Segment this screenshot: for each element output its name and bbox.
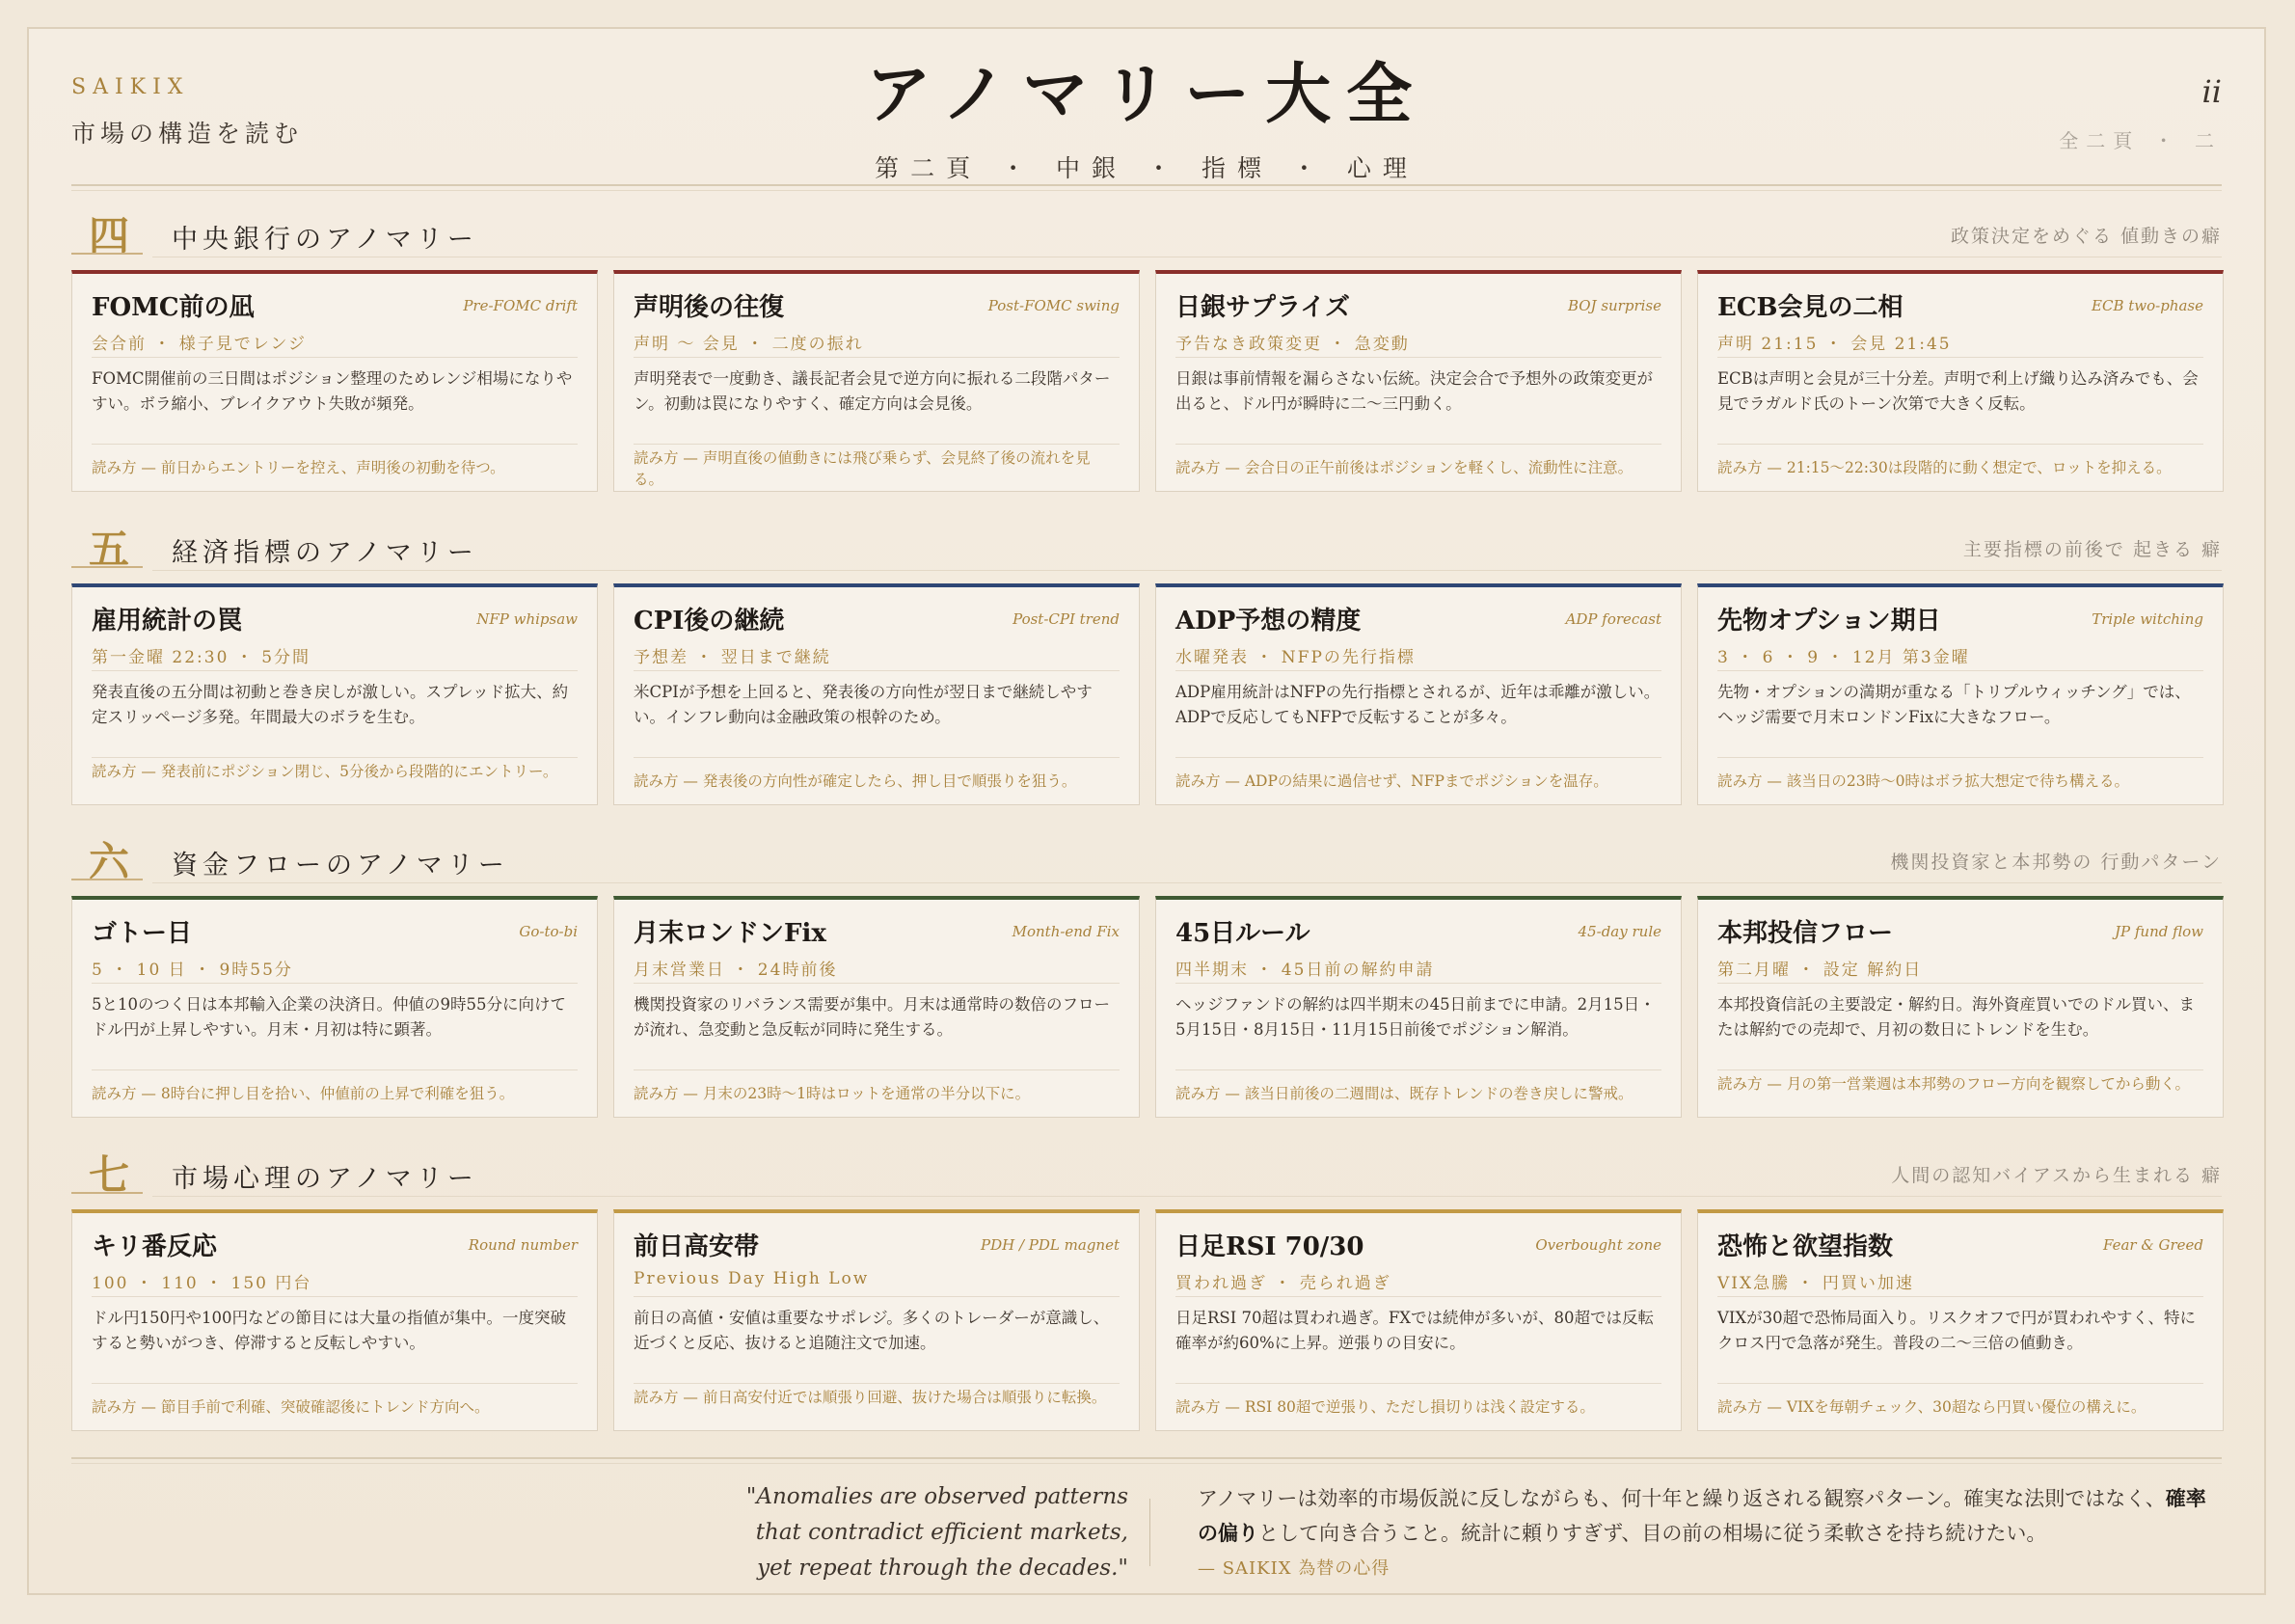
tagline: 市場の構造を読む xyxy=(71,120,304,148)
card-english-label: Go-to-bi xyxy=(519,923,578,940)
card-title: ECB会見の二相 xyxy=(1717,293,1904,322)
section-title: 経済指標のアノマリー xyxy=(172,538,478,568)
card-divider xyxy=(1175,1383,1661,1384)
card-english-label: Post-CPI trend xyxy=(1012,610,1120,628)
card-reading: 読み方 — 発表前にポジション閉じ、5分後から段階的にエントリー。 xyxy=(92,763,558,780)
card-reading: 読み方 — 発表後の方向性が確定したら、押し目で順張りを狙う。 xyxy=(634,772,1077,790)
section-number-underline xyxy=(71,1192,143,1194)
page-of: 全二頁 ・ 二 xyxy=(2059,129,2222,152)
card-subtitle: 会合前 ・ 様子見でレンジ xyxy=(92,335,307,354)
card-divider xyxy=(634,1069,1120,1070)
card-body: 本邦投資信託の主要設定・解約日。海外資産買いでのドル買い、または解約での売却で、月初の数日にトレンドを生む。 xyxy=(1717,995,2195,1039)
card-divider xyxy=(1175,1069,1661,1070)
card-divider xyxy=(92,757,578,758)
quote-line: "Anomalies are observed patterns xyxy=(745,1484,1128,1509)
card-english-label: Post-FOMC swing xyxy=(987,297,1120,314)
footer-conclusion xyxy=(1198,1481,2220,1551)
card-body: 発表直後の五分間は初動と巻き戻しが激しい。スプレッド拡大、約定スリッページ多発。年間最大のボラを生む。 xyxy=(92,683,569,726)
card-adp-forecast xyxy=(1155,583,1682,805)
section-note: 政策決定をめぐる 値動きの癖 xyxy=(1950,226,2222,247)
card-body: 機関投資家のリバランス需要が集中。月末は通常時の数倍のフローが流れ、急変動と急反転が同時に発生する。 xyxy=(634,995,1111,1039)
card-gotobi xyxy=(71,896,598,1118)
card-month-end-fix xyxy=(613,896,1140,1118)
card-english-label: ADP forecast xyxy=(1565,610,1661,628)
card-english-label: BOJ surprise xyxy=(1567,297,1661,314)
card-reading: 読み方 — 前日高安付近では順張り回避、抜けた場合は順張りに転換。 xyxy=(634,1389,1107,1406)
card-subtitle: 予想差 ・ 翌日まで継続 xyxy=(634,648,831,667)
section-number: 七 xyxy=(89,1151,130,1199)
card-divider xyxy=(1175,444,1661,445)
section-note: 人間の認知バイアスから生まれる 癖 xyxy=(1891,1165,2222,1186)
section-header xyxy=(71,206,2222,257)
card-title: 恐怖と欲望指数 xyxy=(1717,1232,1894,1261)
section-title: 中央銀行のアノマリー xyxy=(172,225,478,255)
card-subtitle: 第二月曜 ・ 設定 解約日 xyxy=(1717,961,1923,980)
conclusion-text: アノマリーは効率的市場仮説に反しながらも、何十年と繰り返される観察パターン。確実な法則ではなく、 xyxy=(1198,1487,2166,1510)
card-english-label: Overbought zone xyxy=(1535,1236,1661,1254)
section-number-underline xyxy=(71,879,143,880)
section-market-psychology xyxy=(71,1146,2222,1416)
card-body: ヘッジファンドの解約は四半期末の45日前までに申請。2月15日・5月15日・8月15日・11月15日前後でポジション解消。 xyxy=(1175,995,1656,1039)
card-english-label: ECB two-phase xyxy=(2092,297,2203,314)
footer-signature: — SAIKIX 為替の心得 xyxy=(1198,1558,1390,1579)
card-divider xyxy=(634,1383,1120,1384)
card-reading: 読み方 — ADPの結果に過信せず、NFPまでポジションを温存。 xyxy=(1175,772,1608,790)
section-header xyxy=(71,1146,2222,1199)
card-subtitle: 水曜発表 ・ NFPの先行指標 xyxy=(1175,648,1416,667)
section-capital-flow xyxy=(71,832,2222,1102)
card-subtitle: 3 ・ 6 ・ 9 ・ 12月 第3金曜 xyxy=(1717,648,1970,667)
card-divider xyxy=(634,444,1120,445)
card-english-label: Round number xyxy=(468,1236,578,1254)
card-title: 45日ルール xyxy=(1175,919,1310,948)
card-fomc-calm xyxy=(71,270,598,492)
card-body: 5と10のつく日は本邦輸入企業の決済日。仲値の9時55分に向けてドル円が上昇しやすい。月末・月初は特に顕著。 xyxy=(92,995,566,1039)
card-subtitle: 月末営業日 ・ 24時前後 xyxy=(634,961,838,980)
section-number-underline xyxy=(71,566,143,568)
card-post-statement xyxy=(613,270,1140,492)
card-divider xyxy=(92,357,578,358)
card-divider xyxy=(1175,757,1661,758)
card-title: FOMC前の凪 xyxy=(92,293,255,322)
card-english-label: Fear & Greed xyxy=(2103,1236,2203,1254)
section-title: 市場心理のアノマリー xyxy=(172,1164,478,1194)
card-grid xyxy=(71,1209,2222,1433)
card-nfp-trap xyxy=(71,583,598,805)
section-header xyxy=(71,520,2222,573)
card-title: ADP予想の精度 xyxy=(1175,607,1362,636)
card-divider xyxy=(634,670,1120,671)
card-title: 月末ロンドンFix xyxy=(634,919,826,948)
card-title: 日足RSI 70/30 xyxy=(1175,1232,1364,1261)
card-divider xyxy=(92,670,578,671)
section-number-underline xyxy=(71,253,143,255)
card-jp-fund-flow xyxy=(1697,896,2224,1118)
card-reading: 読み方 — 8時台に押し目を拾い、仲値前の上昇で利確を狙う。 xyxy=(92,1085,515,1102)
card-divider xyxy=(1717,670,2203,671)
card-divider xyxy=(1175,357,1661,358)
card-reading: 読み方 — RSI 80超で逆張り、ただし損切りは浅く設定する。 xyxy=(1175,1398,1595,1416)
section-note: 機関投資家と本邦勢の 行動パターン xyxy=(1890,852,2222,873)
card-body: 先物・オプションの満期が重なる「トリプルウィッチング」では、ヘッジ需要で月末ロンドンFixに大きなフロー。 xyxy=(1717,683,2191,726)
card-divider xyxy=(634,1296,1120,1297)
card-divider xyxy=(92,983,578,984)
card-boj-surprise xyxy=(1155,270,1682,492)
card-divider xyxy=(92,1296,578,1297)
card-english-label: 45-day rule xyxy=(1578,923,1661,940)
quote-line: yet repeat through the decades." xyxy=(757,1556,1128,1581)
card-divider xyxy=(1175,983,1661,984)
card-english-label: Pre-FOMC drift xyxy=(463,297,578,314)
card-subtitle: 四半期末 ・ 45日前の解約申請 xyxy=(1175,961,1435,980)
card-reading: 読み方 — 月末の23時〜1時はロットを通常の半分以下に。 xyxy=(634,1085,1031,1102)
card-divider xyxy=(1175,1296,1661,1297)
card-divider xyxy=(92,1069,578,1070)
footer-rule xyxy=(71,1457,2222,1459)
card-grid xyxy=(71,896,2222,1120)
card-subtitle: 5 ・ 10 日 ・ 9時55分 xyxy=(92,961,293,980)
card-daily-rsi xyxy=(1155,1209,1682,1431)
card-divider xyxy=(634,757,1120,758)
section-economic-indicators xyxy=(71,520,2222,790)
header-rule xyxy=(71,184,2222,186)
section-number: 六 xyxy=(89,838,130,885)
card-body: VIXが30超で恐怖局面入り。リスクオフで円が買われやすく、特にクロス円で急落が発生。普段の二〜三倍の値動き。 xyxy=(1717,1309,2197,1352)
header-rule-thin xyxy=(71,190,2222,191)
card-body: ECBは声明と会見が三十分差。声明で利上げ織り込み済みでも、会見でラガルド氏のトーン次第で大きく反転。 xyxy=(1717,369,2199,413)
card-reading: 読み方 — 21:15〜22:30は段階的に動く想定で、ロットを抑える。 xyxy=(1717,459,2172,476)
card-title: ゴトー日 xyxy=(92,919,193,948)
card-body: 声明発表で一度動き、議長記者会見で逆方向に振れる二段階パターン。初動は罠になりやすく、確定方向は会見後。 xyxy=(634,369,1111,413)
card-subtitle: 買われ過ぎ ・ 売られ過ぎ xyxy=(1175,1274,1391,1293)
card-title: CPI後の継続 xyxy=(634,607,785,636)
card-subtitle: 声明 21:15 ・ 会見 21:45 xyxy=(1717,335,1952,354)
card-reading: 読み方 — 声明直後の値動きには飛び乗らず、会見終了後の流れを見る。 xyxy=(634,449,1091,488)
card-subtitle: 第一金曜 22:30 ・ 5分間 xyxy=(92,648,311,667)
card-divider xyxy=(634,357,1120,358)
card-reading: 読み方 — 該当日前後の二週間は、既存トレンドの巻き戻しに警戒。 xyxy=(1175,1085,1634,1102)
card-divider xyxy=(1717,757,2203,758)
section-header xyxy=(71,832,2222,885)
card-english-label: Month-end Fix xyxy=(1012,923,1120,940)
conclusion-text: として向き合うこと。統計に頼りすぎず、目の前の相場に従う柔軟さを持ち続けたい。 xyxy=(1258,1522,2047,1545)
card-reading: 読み方 — 月の第一営業週は本邦勢のフロー方向を観察してから動く。 xyxy=(1717,1075,2191,1093)
card-divider xyxy=(1717,1069,2203,1070)
card-divider xyxy=(1717,444,2203,445)
card-body: FOMC開催前の三日間はポジション整理のためレンジ相場になりやすい。ボラ縮小、ブレイクアウト失敗が頻発。 xyxy=(92,369,573,413)
header-right xyxy=(2059,73,2222,153)
card-divider xyxy=(1717,1383,2203,1384)
page-subtitle: 第二頁 ・ 中銀 ・ 指標 ・ 心理 xyxy=(875,154,1418,182)
card-grid xyxy=(71,583,2222,807)
card-reading: 読み方 — 前日からエントリーを控え、声明後の初動を待つ。 xyxy=(92,459,505,476)
section-note: 主要指標の前後で 起きる 癖 xyxy=(1962,539,2222,560)
card-reading: 読み方 — 節目手前で利確、突破確認後にトレンド方向へ。 xyxy=(92,1398,490,1416)
card-body: 米CPIが予想を上回ると、発表後の方向性が翌日まで継続しやすい。インフレ動向は金融政策の根幹のため。 xyxy=(634,683,1093,726)
page-title: アノマリー大全 xyxy=(865,56,1428,133)
section-number: 五 xyxy=(89,526,130,573)
card-reading: 読み方 — 会合日の正午前後はポジションを軽くし、流動性に注意。 xyxy=(1175,459,1634,476)
card-divider xyxy=(1717,983,2203,984)
conclusion-emphasis: 確率の偏り xyxy=(1198,1486,2206,1545)
card-reading: 読み方 — VIXを毎朝チェック、30超なら円買い優位の構えに。 xyxy=(1717,1398,2146,1416)
card-title: 声明後の往復 xyxy=(634,293,785,322)
card-body: ドル円150円や100円などの節目には大量の指値が集中。一度突破すると勢いがつき、停滞すると反転しやすい。 xyxy=(92,1309,566,1352)
section-rule xyxy=(152,570,2222,571)
section-central-bank xyxy=(71,206,2222,488)
footer-quote xyxy=(704,1479,1128,1586)
card-body: 日足RSI 70超は買われ過ぎ。FXでは続伸が多いが、80超では反転確率が約60%に上昇。逆張りの目安に。 xyxy=(1175,1309,1655,1352)
card-title: 本邦投信フロー xyxy=(1717,919,1894,948)
quote-line: that contradict efficient markets, xyxy=(755,1520,1128,1545)
card-english-label: Triple witching xyxy=(2092,610,2203,628)
card-title: 先物オプション期日 xyxy=(1717,607,1941,636)
brand: SAIKIX xyxy=(71,75,190,99)
card-subtitle: 声明 〜 会見 ・ 二度の振れ xyxy=(634,335,864,354)
card-divider xyxy=(92,444,578,445)
card-english-label: JP fund flow xyxy=(2115,923,2203,940)
card-previous-day-range xyxy=(613,1209,1140,1431)
card-subtitle: 100 ・ 110 ・ 150 円台 xyxy=(92,1274,312,1293)
card-divider xyxy=(634,983,1120,984)
card-divider xyxy=(1717,357,2203,358)
card-body: ADP雇用統計はNFPの先行指標とされるが、近年は乖離が激しい。ADPで反応してもNFPで反転することが多々。 xyxy=(1175,683,1660,726)
card-fear-greed xyxy=(1697,1209,2224,1431)
section-title: 資金フローのアノマリー xyxy=(172,851,509,880)
header-center xyxy=(29,42,2264,184)
card-divider xyxy=(92,1383,578,1384)
card-english-label: NFP whipsaw xyxy=(476,610,578,628)
card-title: キリ番反応 xyxy=(92,1232,218,1261)
card-45-day-rule xyxy=(1155,896,1682,1118)
footer-divider xyxy=(1149,1499,1150,1566)
card-divider xyxy=(1717,1296,2203,1297)
page xyxy=(27,27,2266,1595)
card-subtitle: 予告なき政策変更 ・ 急変動 xyxy=(1175,335,1410,354)
card-reading: 読み方 — 該当日の23時〜0時はボラ拡大想定で待ち構える。 xyxy=(1717,772,2129,790)
card-english-label: PDH / PDL magnet xyxy=(981,1236,1120,1254)
card-subtitle: VIX急騰 ・ 円買い加速 xyxy=(1717,1274,1914,1293)
card-body: 前日の高値・安値は重要なサポレジ。多くのトレーダーが意識し、近づくと反応、抜けると追随注文で加速。 xyxy=(634,1309,1110,1352)
section-rule xyxy=(152,882,2222,883)
card-grid xyxy=(71,270,2222,494)
card-round-number xyxy=(71,1209,598,1431)
page-number: ii xyxy=(2201,73,2222,110)
card-post-cpi xyxy=(613,583,1140,805)
card-title: 雇用統計の罠 xyxy=(92,607,243,636)
section-rule xyxy=(152,1196,2222,1197)
footer-rule-thin xyxy=(71,1463,2222,1464)
card-title: 日銀サプライズ xyxy=(1175,293,1350,322)
card-body: 日銀は事前情報を漏らさない伝統。決定会合で予想外の政策変更が出ると、ドル円が瞬時に二〜三円動く。 xyxy=(1175,369,1653,413)
card-subtitle: Previous Day High Low xyxy=(634,1269,870,1288)
card-triple-witching xyxy=(1697,583,2224,805)
card-divider xyxy=(1175,670,1661,671)
section-number: 四 xyxy=(89,212,130,259)
card-title: 前日高安帯 xyxy=(634,1232,760,1261)
card-ecb-two-phase xyxy=(1697,270,2224,492)
